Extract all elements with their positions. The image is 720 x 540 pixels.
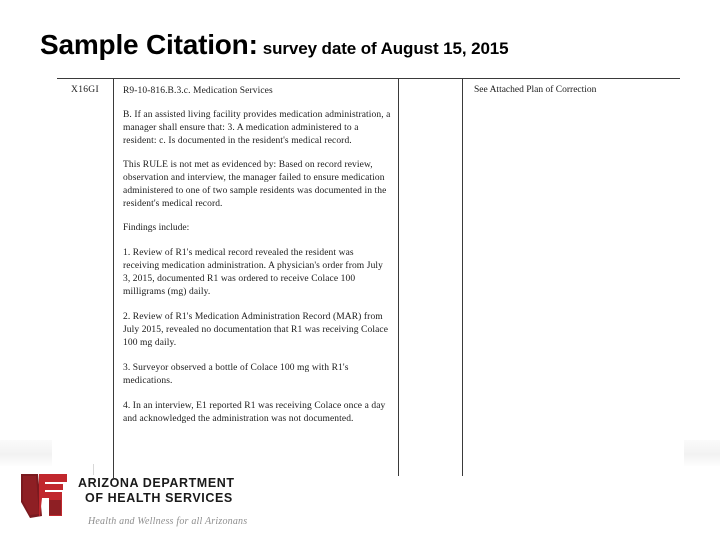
citation-rule-text: B. If an assisted living facility provides medication administration, a manager shall ensure that: 3. A medication administered to a resident: c. Is documented in the resident's medical record. — [123, 110, 391, 146]
slide-decoration-right — [684, 440, 720, 466]
citation-findings-label: Findings include: — [123, 223, 190, 233]
table-column-divider-2 — [398, 78, 399, 476]
citation-deficiency-text: This RULE is not met as evidenced by: Based on record review, observation and interview, the manager failed to ensure medication administered to one of two sample residents was documented in the resident's medical record. — [123, 160, 387, 209]
citation-finding: 1. Review of R1's medical record revealed the resident was receiving medication administration. A physician's order from July 3, 2015, documented R1 was ordered to receive Colace 100 milligrams (mg) daily. — [123, 248, 384, 297]
adhs-logo-wordmark — [78, 476, 258, 506]
adhs-logo-tagline: Health and Wellness for all Arizonans — [88, 516, 248, 527]
page-title-subtitle: survey date of August 15, 2015 — [262, 39, 509, 58]
adhs-logo — [18, 472, 258, 530]
citation-rule-heading: R9-10-816.B.3.c. Medication Services — [123, 86, 273, 96]
arizona-department-of-health-services-logo-icon — [18, 472, 70, 520]
page-title-main: Sample Citation: — [40, 29, 258, 60]
citation-finding: 4. In an interview, E1 reported R1 was receiving Colace once a day and acknowledged the administration was not documented. — [123, 401, 386, 424]
adhs-logo-line-2: OF HEALTH SERVICES — [85, 491, 233, 505]
page-title — [40, 28, 680, 62]
citation-finding: 2. Review of R1's Medication Administration Record (MAR) from July 2015, revealed no documentation that R1 was receiving Colace 100 mg daily. — [123, 312, 389, 348]
citation-tag-cell: X16GI — [71, 85, 99, 95]
citation-body-cell — [114, 78, 398, 438]
adhs-logo-line-1: ARIZONA DEPARTMENT — [78, 476, 235, 490]
table-column-divider-3 — [462, 78, 463, 476]
citation-finding: 3. Surveyor observed a bottle of Colace 100 mg with R1's medications. — [123, 363, 349, 386]
citation-plan-of-correction-cell: See Attached Plan of Correction — [474, 85, 597, 95]
citation-document-image — [57, 78, 680, 478]
slide-decoration-left — [0, 440, 52, 466]
